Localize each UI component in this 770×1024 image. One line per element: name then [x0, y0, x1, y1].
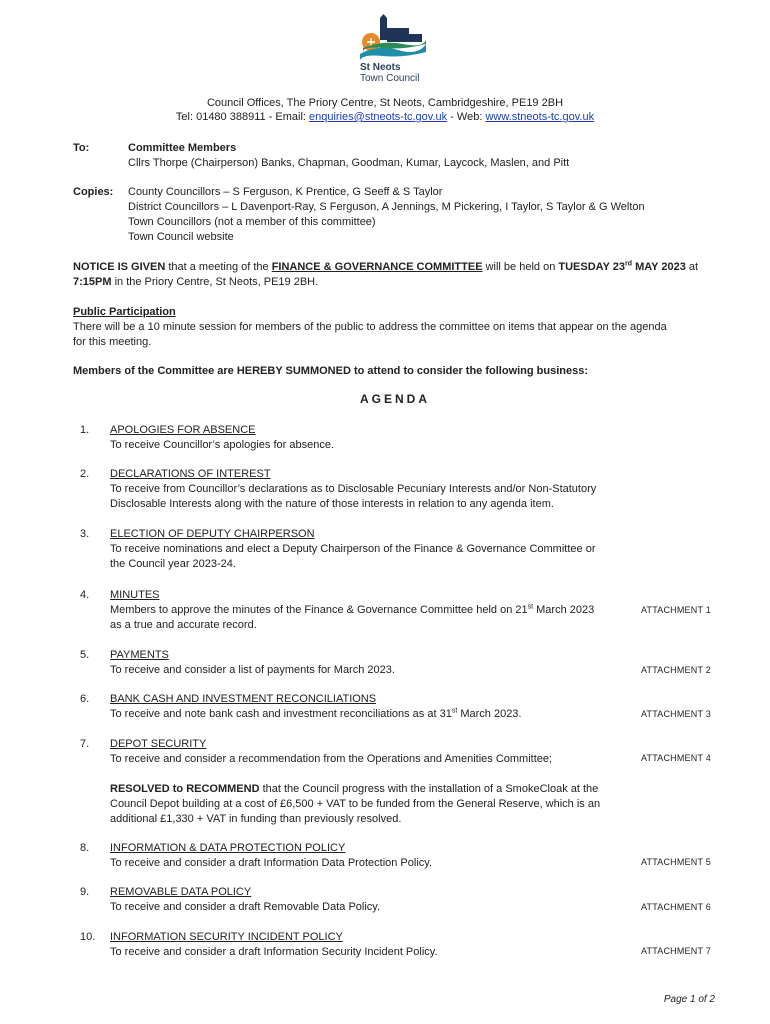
item-heading: PAYMENTS: [110, 649, 169, 661]
item-text: To receive nominations and elect a Deputy Chairperson of the Finance & Governance Committee or: [110, 543, 596, 555]
item-number: 9.: [80, 886, 90, 898]
item-text: To receive and note bank cash and investment reconciliations as at 31st March 2023.: [110, 707, 522, 720]
notice-text: that a meeting of the: [165, 261, 272, 273]
copies-block: [128, 185, 645, 245]
item-heading: MINUTES: [110, 589, 160, 601]
committee-name: FINANCE & GOVERNANCE COMMITTEE: [271, 261, 483, 273]
item-number: 8.: [80, 842, 90, 854]
agenda-item: [110, 841, 630, 871]
to-heading: Committee Members: [128, 142, 237, 154]
public-participation: [73, 305, 723, 350]
to-label: To:: [73, 142, 90, 154]
public-heading: Public Participation: [73, 306, 176, 318]
item-number: 4.: [80, 589, 90, 601]
item-number: 1.: [80, 424, 90, 436]
copies-label: Copies:: [73, 186, 114, 198]
notice-text: at: [685, 261, 699, 273]
public-text: There will be a 10 minute session for members of the public to address the committee on items that appear on the agenda: [73, 321, 667, 333]
copies-line: District Councillors – L Davenport-Ray, S Ferguson, A Jennings, M Pickering, I Taylor, S Taylor & G Welton: [128, 201, 645, 213]
resolved-paragraph: [110, 782, 630, 827]
item-heading: ELECTION OF DEPUTY CHAIRPERSON: [110, 528, 315, 540]
item-text: Members to approve the minutes of the Finance & Governance Committee held on 21st March 2023: [110, 603, 595, 616]
notice-paragraph: [73, 260, 723, 290]
agenda-item: [110, 423, 630, 453]
agenda-item: [110, 467, 630, 512]
resolved-text: Council Depot building at a cost of £6,500 + VAT to be funded from the General Reserve, which is an: [110, 798, 601, 810]
summons-line: Members of the Committee are HEREBY SUMMONED to attend to consider the following business:: [73, 365, 589, 377]
agenda-item: [110, 692, 630, 722]
agenda-item: [110, 737, 630, 767]
attachment-label: ATTACHMENT 1: [641, 605, 711, 615]
item-heading: DECLARATIONS OF INTEREST: [110, 468, 271, 480]
notice-given: NOTICE IS GIVEN: [73, 261, 166, 273]
copies-line: County Councillors – S Ferguson, K Prentice, G Seeff & S Taylor: [128, 186, 443, 198]
item-heading: INFORMATION SECURITY INCIDENT POLICY: [110, 931, 343, 943]
item-text: Disclosable Interests along with the nature of those interests in relation to any agenda item.: [110, 498, 554, 510]
web-prefix: - Web:: [447, 111, 486, 123]
item-number: 2.: [80, 468, 90, 480]
item-text: To receive and consider a list of payments for March 2023.: [110, 664, 395, 676]
attachment-label: ATTACHMENT 5: [641, 857, 711, 867]
meeting-time: 7:15PM: [73, 276, 112, 288]
item-number: 5.: [80, 649, 90, 661]
item-number: 6.: [80, 693, 90, 705]
item-heading: REMOVABLE DATA POLICY: [110, 886, 252, 898]
item-text: To receive and consider a draft Removable Data Policy.: [110, 901, 381, 913]
logo-subtitle: Town Council: [360, 73, 420, 84]
item-number: 3.: [80, 528, 90, 540]
resolved-text: additional £1,330 + VAT in funding than previously resolved.: [110, 813, 402, 825]
item-heading: APOLOGIES FOR ABSENCE: [110, 424, 256, 436]
agenda-item: [110, 885, 630, 915]
item-heading: INFORMATION & DATA PROTECTION POLICY: [110, 842, 346, 854]
meeting-venue: in the Priory Centre, St Neots, PE19 2BH.: [111, 276, 319, 288]
agenda-item: [110, 588, 630, 633]
copies-line: Town Council website: [128, 231, 234, 243]
copies-line: Town Councillors (not a member of this committee): [128, 216, 376, 228]
attachment-label: ATTACHMENT 4: [641, 753, 711, 763]
item-heading: DEPOT SECURITY: [110, 738, 207, 750]
to-block: [128, 141, 569, 171]
page-number: Page 1 of 2: [663, 994, 715, 1005]
item-text: To receive Councillor’s apologies for absence.: [110, 439, 334, 451]
attachment-label: ATTACHMENT 6: [641, 902, 711, 912]
tel-text: Tel: 01480 388911 - Email:: [175, 111, 310, 123]
contact-line: [0, 110, 770, 125]
attachment-label: ATTACHMENT 3: [641, 709, 711, 719]
notice-text: will be held on: [482, 261, 559, 273]
email-link[interactable]: enquiries@stneots-tc.gov.uk: [309, 111, 448, 123]
item-text: To receive and consider a draft Information Security Incident Policy.: [110, 946, 438, 958]
item-text: the Council year 2023-24.: [110, 558, 236, 570]
meeting-date: TUESDAY 23rd MAY 2023: [558, 260, 686, 273]
item-text: To receive from Councillor’s declarations as to Disclosable Pecuniary Interests and/or Non-Statutory: [110, 483, 597, 495]
resolved-heading: RESOLVED to RECOMMEND: [110, 783, 260, 795]
item-text: as a true and accurate record.: [110, 619, 257, 631]
agenda-title: AGENDA: [359, 392, 430, 406]
agenda-item: [110, 648, 630, 678]
item-heading: BANK CASH AND INVESTMENT RECONCILIATIONS: [110, 693, 377, 705]
logo-name: St Neots: [360, 62, 401, 73]
to-members: Cllrs Thorpe (Chairperson) Banks, Chapman, Goodman, Kumar, Laycock, Maslen, and Pitt: [128, 157, 570, 169]
address-line: Council Offices, The Priory Centre, St Neots, Cambridgeshire, PE19 2BH: [206, 97, 564, 109]
agenda-item: [110, 527, 630, 572]
item-number: 10.: [80, 931, 96, 943]
item-text: To receive and consider a recommendation from the Operations and Amenities Committee;: [110, 753, 553, 765]
website-link[interactable]: www.stneots-tc.gov.uk: [485, 111, 595, 123]
item-text: To receive and consider a draft Information Data Protection Policy.: [110, 857, 433, 869]
attachment-label: ATTACHMENT 2: [641, 665, 711, 675]
public-text: for this meeting.: [73, 336, 152, 348]
item-number: 7.: [80, 738, 90, 750]
resolved-text: that the Council progress with the installation of a SmokeCloak at the: [259, 783, 599, 795]
attachment-label: ATTACHMENT 7: [641, 946, 711, 956]
agenda-item: [110, 930, 630, 960]
